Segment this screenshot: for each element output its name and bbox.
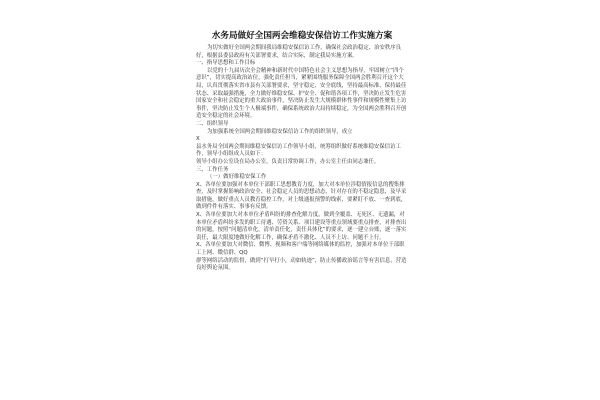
subsection-heading-security: （一）做好维稳安保工作 bbox=[207, 174, 267, 181]
leading-group-paragraph: 县水务局全国两会期间维稳安保信访工作领导小组，统筹组织做好系统维稳安保信访工作，领导小组组成人员如下： bbox=[196, 143, 401, 158]
task-item-3-continued: 群等网络活动的监督，做到“打早打小，动如轨迹”，防止传播政治谣言等有害信息，营造良好舆论氛围。 bbox=[196, 257, 407, 272]
section-heading-organization: 二、组织领导 bbox=[196, 120, 229, 127]
document-page bbox=[196, 30, 408, 392]
office-paragraph: 领导小组办公室设在局办公室，负责日常协调工作，办公室主任由同志兼任。 bbox=[196, 158, 380, 165]
task-item-2: X、各单位要加大对本单位矛盾纠纷的排查化解力度，做到全覆盖、无死区、无遗漏，对本单位矛盾纠纷多发的职工待遇、劳资关系、项目建设等重点领域要重点排查，对排查出的问题，按照“问题清单化，清单责任化，责任具体化”的要求，逐一建立台账，逐一落实责任，最大限度地做好化解工作，确保矛盾不激化、人员不上访、问题不上行。 bbox=[196, 212, 407, 241]
task-item-3: X、各单位要加大对微信、微博、视频和客户端等网络媒体的监控，加强对本单位干部职工上网、微信群、QQ bbox=[196, 242, 405, 257]
section-heading-tasks: 三、工作任务 bbox=[196, 166, 229, 173]
organization-paragraph: 为加强系统全国两会期间维稳安保信访工作的组织领导，成立 bbox=[207, 128, 353, 135]
intro-paragraph: 为切实做好全国两会期间我局维稳安保信访工作，确保社会政治稳定、治安秩序良好，根据县委县政府有关部署要求，结合实际，制定我局实施方案。 bbox=[196, 45, 402, 59]
placeholder-x-line: X bbox=[196, 136, 200, 143]
task-item-1: X、各单位要加强对本单位干部职工思想教育力度，加大对本单位涉稳情报信息的搜集排查，及时掌握影响政治安全、社会稳定人员的思想动态，针对存在的不稳定隐患，及早采取措施，做好重点人员教育稳控工作，对上级通报预警的线索，要紧盯不放、一查到底，做到件件有落实、事事有反馈。 bbox=[196, 181, 407, 211]
document-title: 水务局做好全国两会维稳安保信访工作实施方案 bbox=[211, 31, 393, 41]
guiding-ideology-paragraph: 以党的十九届历次全会精神和新时代中国特色社会主义思想为指导，牢固树立“四个意识”，切实提高政治站位，强化责任担当，紧紧围绕服务保障全国两会胜利召开这个大局，认真贯彻落实省市县有关部署要求，坚守稳定、安全底线，坚持最高标准、保持最佳状态、采取最强措施，全力做好维稳安保、护安全、促和谐各项工作，坚决防止发生危害国家安全和社会稳定的重大政治事件，坚决防止发生大规模群体性事件和规模性聚集上访事件，坚决防止发生个人极端事件，确保系统政治大局持续稳定，为全国两会胜利召开创造安全稳定的社会环境。 bbox=[196, 67, 407, 120]
section-heading-guiding-ideology: 一、指导思想和工作目标 bbox=[196, 60, 256, 67]
